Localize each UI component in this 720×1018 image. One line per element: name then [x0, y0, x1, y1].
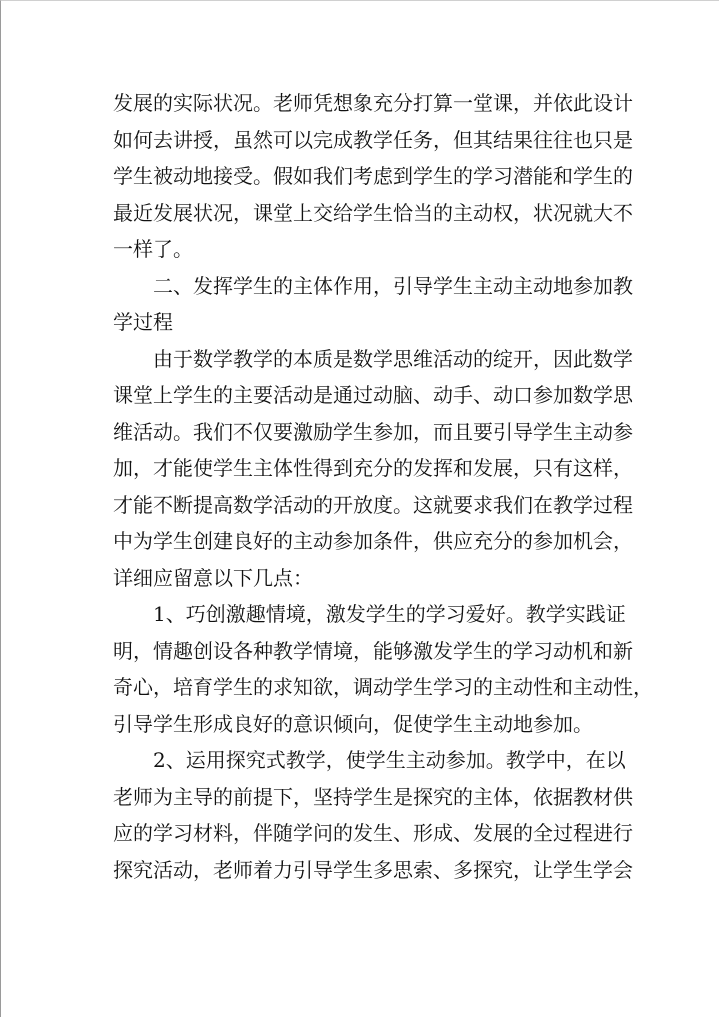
text-line: 2、运用探究式教学，使学生主动参加。教学中，在以: [153, 748, 626, 772]
text-line: 中为学生创建良好的主动参加条件，供应充分的参加机会，: [113, 529, 633, 553]
text-line: 学生被动地接受。假如我们考虑到学生的学习潜能和学生的: [113, 164, 633, 188]
text-line: 1、巧创激趣情境，激发学生的学习爱好。教学实践证: [153, 602, 626, 626]
text-line: 引导学生形成良好的意识倾向，促使学生主动地参加。: [113, 711, 593, 736]
text-line: 探究活动，老师着力引导学生多思索、多探究，让学生学会: [113, 857, 633, 882]
text-line: 一样了。: [113, 237, 193, 261]
text-line: 学过程: [113, 310, 173, 334]
text-line: 详细应留意以下几点：: [113, 565, 313, 590]
text-line: 加，才能使学生主体性得到充分的发挥和发展，只有这样，: [113, 456, 633, 480]
text-line: 课堂上学生的主要活动是通过动脑、动手、动口参加数学思: [113, 383, 633, 407]
text-line: 维活动。我们不仅要激励学生参加，而且要引导学生主动参: [113, 419, 633, 444]
text-line: 如何去讲授，虽然可以完成教学任务，但其结果往往也只是: [113, 127, 633, 152]
text-line: 明，情趣创设各种教学情境，能够激发学生的学习动机和新: [113, 638, 633, 663]
text-line: 才能不断提高数学活动的开放度。这就要求我们在教学过程: [113, 492, 633, 517]
text-line: 发展的实际状况。老师凭想象充分打算一堂课，并依此设计: [113, 91, 633, 115]
text-line: 应的学习材料，伴随学问的发生、形成、发展的全过程进行: [113, 821, 633, 845]
document-body: [113, 85, 653, 888]
text-line: 由于数学教学的本质是数学思维活动的绽开，因此数学: [153, 346, 633, 371]
text-line: 二、发挥学生的主体作用，引导学生主动主动地参加教: [153, 273, 633, 298]
text-line: 奇心，培育学生的求知欲，调动学生学习的主动性和主动性，: [113, 675, 653, 699]
text-line: 最近发展状况，课堂上交给学生恰当的主动权，状况就大不: [113, 200, 633, 225]
text-line: 老师为主导的前提下，坚持学生是探究的主体，依据教材供: [113, 784, 633, 809]
